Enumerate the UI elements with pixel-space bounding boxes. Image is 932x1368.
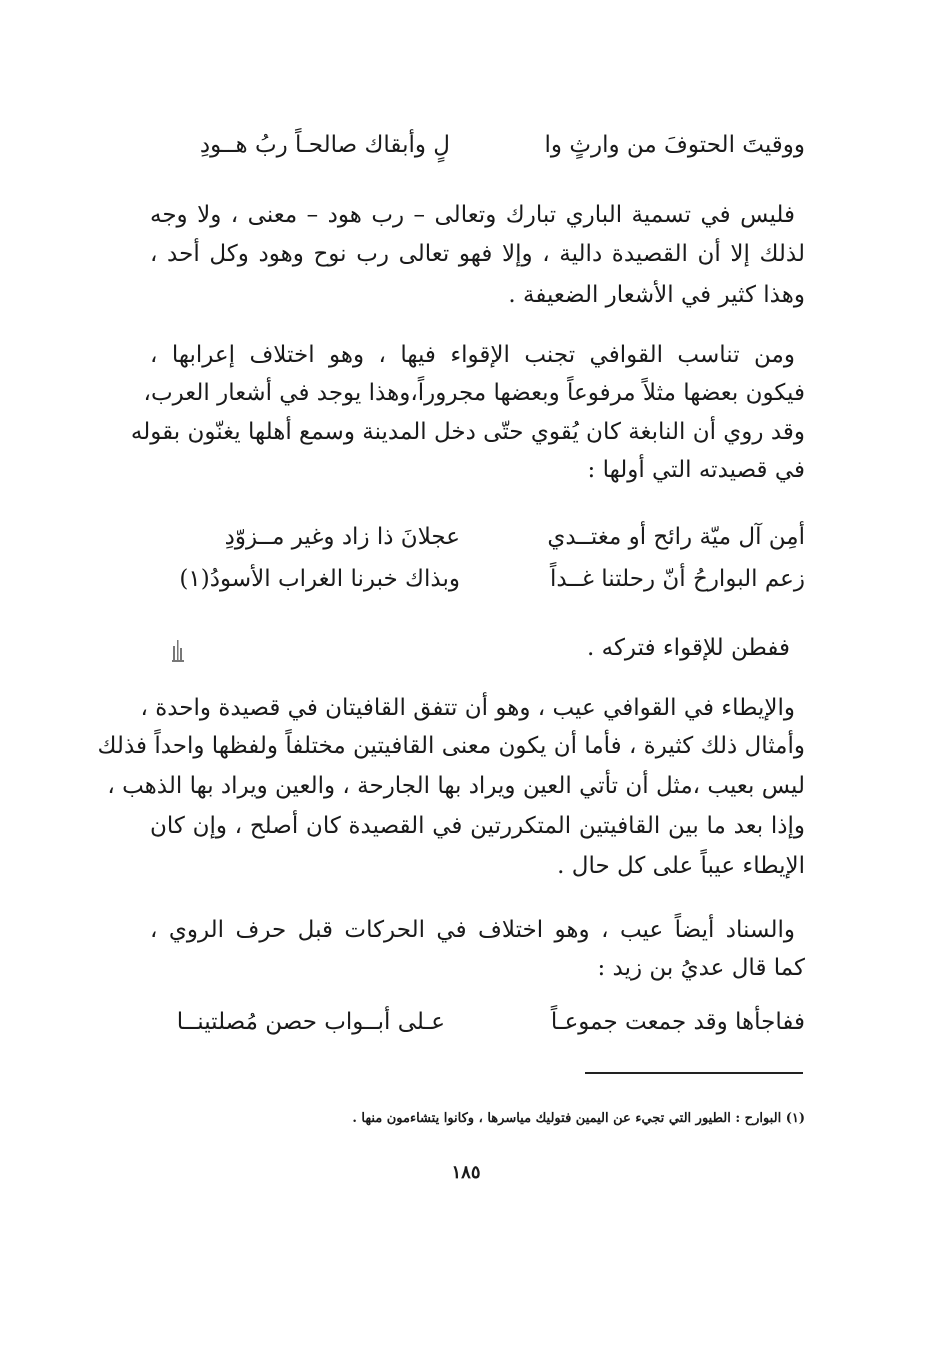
top-verse [150, 128, 805, 162]
paragraph-line: ففطن للإقواء فتركه . [587, 635, 790, 661]
paragraph-line: وأمثال ذلك كثيرة ، فأما أن يكون معنى القافيتين مختلفاً ولفظها واحداً فذلك [97, 733, 805, 759]
verse-first-hemistich: ففاجأها وقد جمعت جموعـاً [550, 1009, 805, 1035]
verse-line [150, 562, 805, 596]
paragraph-line: في قصيدته التي أولها : [587, 457, 805, 483]
paragraph-line: ومن تناسب القوافي تجنب الإقواء فيها ، وهو اختلاف إعرابها ، [150, 342, 795, 368]
page-number: ١٨٥ [451, 1162, 481, 1183]
paragraph-line: فليس في تسمية الباري تبارك وتعالى – رب هود – معنى ، ولا وجه [150, 202, 795, 228]
paragraph-line: كما قال عديُ بن زيد : [597, 955, 805, 981]
verse-first-hemistich: زعم البوارحُ أنّ رحلتنا غــداً [549, 566, 805, 592]
footnote-separator [585, 1072, 803, 1074]
verse-second-hemistich: وبذاك خبرنا الغراب الأسودُ(١) [179, 566, 460, 592]
paragraph-line: فيكون بعضها مثلاً مرفوعاً وبعضها مجروراً،وهذا يوجد في أشعار العرب، [143, 380, 805, 406]
verse-second-hemistich: لٍ وأبقاك صالحـاً ربُ هــودِ [199, 132, 450, 158]
verse-second-hemistich: عـلى أبــواب حصن مُصلتينــا [176, 1009, 445, 1035]
paragraph-line: ليس بعيب ،مثل أن تأتي العين ويراد بها الجارحة ، والعين ويراد بها الذهب ، [107, 773, 805, 799]
verse-first-hemistich: أمِن آل ميّة رائح أو مغتــدي [547, 524, 805, 550]
paragraph-line: وهذا كثير في الأشعار الضعيفة . [508, 282, 805, 308]
print-speck [170, 636, 186, 666]
verse-line [150, 520, 805, 554]
paragraph-line: وإذا بعد ما بين القافيتين المتكررتين في القصيدة كان أصلح ، وإن كان [150, 813, 805, 839]
footnote: (١) البوارح : الطيور التي تجيء عن اليمين فتوليك مياسرها ، وكانوا يتشاءمون منها . [352, 1111, 805, 1126]
paragraph-line: والسناد أيضاً عيب ، وهو اختلاف في الحركات قبل حرف الروي ، [150, 917, 795, 943]
paragraph-line: لذلك إلا أن القصيدة دالية ، وإلا فهو تعالى رب نوح وهود وكل أحد ، [150, 241, 805, 267]
paragraph-line: والإيطاء في القوافي عيب ، وهو أن تتفق القافيتان في قصيدة واحدة ، [140, 695, 795, 721]
verse-line [150, 1005, 805, 1039]
verse-second-hemistich: عجلانَ ذا زاد وغير مــزوّدِ [224, 524, 460, 550]
paragraph-line: وقد روي أن النابغة كان يُقوي حتّى دخل المدينة وسمع أهلها يغنّون بقوله [130, 419, 805, 445]
verse-first-hemistich: ووقيتَ الحتوفَ من وارثٍ وا [544, 132, 805, 158]
paragraph-line: الإيطاء عيباً على كل حال . [557, 853, 805, 879]
